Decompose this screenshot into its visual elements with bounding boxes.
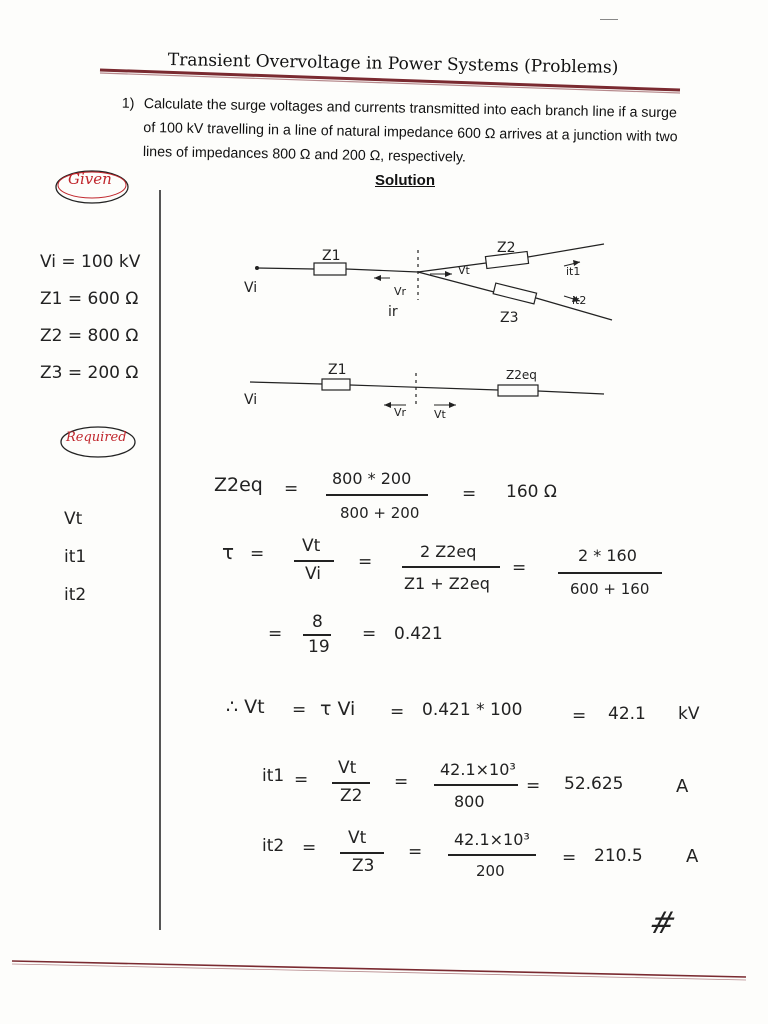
it2-value-bar: [448, 854, 536, 856]
equals: =: [362, 624, 377, 644]
it1-numerator-value: 42.1×10³: [440, 760, 516, 779]
tau-f1-numerator: Vt: [302, 536, 321, 556]
tau-f4-numerator: 8: [312, 612, 323, 632]
footer-rule: [10, 955, 750, 985]
equals: =: [250, 544, 265, 564]
diagram1-label-z3: Z3: [500, 310, 519, 326]
it1-unit: A: [676, 776, 689, 797]
equals: =: [358, 552, 373, 572]
zeq-denominator: 800 + 200: [340, 504, 420, 522]
end-mark: #: [645, 906, 680, 941]
diagram1-label-vt: Vt: [458, 264, 470, 277]
vt-result: 42.1: [608, 704, 646, 724]
diagram1-label-it1: it1: [566, 265, 581, 278]
vt-expression: τ Vi: [320, 698, 356, 720]
equals: =: [284, 479, 299, 499]
it2-lhs: it2: [262, 836, 285, 856]
given-item: Z3 = 200 Ω: [40, 363, 139, 383]
it1-result: 52.625: [564, 774, 624, 794]
tau-lhs: τ: [222, 540, 235, 564]
it1-lhs: it1: [262, 766, 285, 786]
equals: =: [268, 624, 283, 644]
required-list: [64, 500, 86, 614]
vt-calculation: 0.421 * 100: [422, 700, 523, 720]
tau-f3-bar: [558, 572, 662, 574]
it2-numerator: Vt: [348, 828, 367, 848]
vt-lhs: ∴ Vt: [226, 696, 265, 718]
equals: =: [512, 558, 527, 578]
problem-text: Calculate the surge voltages and currents transmitted into each branch line if a surge of 100 kV travelling in a line of natural impedance 600 Ω arrives at a junction with two lines of impedances 800 Ω and 200 Ω, respectively.: [142, 95, 678, 166]
it2-result: 210.5: [594, 846, 643, 866]
it1-value-bar: [434, 784, 518, 786]
given-badge: Given: [68, 170, 112, 188]
stray-mark: [600, 19, 618, 20]
equals: =: [394, 772, 409, 792]
problem-number: 1): [121, 95, 135, 112]
tau-f4-bar: [303, 634, 331, 636]
required-item: it1: [64, 547, 87, 567]
tau-result: 0.421: [394, 624, 443, 644]
tau-f3-denominator: 600 + 160: [570, 580, 650, 598]
diagram2-label-vt: Vt: [434, 408, 446, 421]
equals: =: [562, 848, 577, 868]
equals: =: [292, 700, 307, 720]
it1-denominator-value: 800: [454, 792, 485, 811]
it2-denominator-value: 200: [476, 862, 505, 880]
tau-f3-numerator: 2 * 160: [578, 546, 637, 565]
diagram1-label-vr: Vr: [394, 285, 407, 298]
required-badge: Required: [66, 430, 127, 445]
junction-diagram: [240, 230, 620, 340]
diagram2-label-vi: Vi: [244, 392, 258, 408]
equals: =: [408, 842, 423, 862]
diagram1-label-ir: ir: [388, 304, 398, 320]
equals: =: [572, 706, 587, 726]
diagram2-label-z1: Z1: [328, 362, 347, 378]
required-item: it2: [64, 585, 87, 605]
column-divider: [159, 190, 161, 930]
diagram1-label-it2: it2: [572, 294, 587, 307]
equals: =: [526, 776, 541, 796]
it1-denominator: Z2: [340, 786, 363, 806]
given-item: Vi = 100 kV: [40, 252, 141, 272]
it2-numerator-value: 42.1×10³: [454, 830, 530, 849]
page-title: Transient Overvoltage in Power Systems (Problems): [167, 50, 619, 78]
equals: =: [302, 838, 317, 858]
diagram2-label-zeq: Z2eq: [506, 368, 537, 382]
it2-fraction-bar: [340, 852, 384, 854]
it1-fraction-bar: [332, 782, 370, 784]
it2-denominator: Z3: [352, 856, 375, 876]
diagram2-label-vr: Vr: [394, 406, 407, 419]
given-item: Z2 = 800 Ω: [40, 326, 139, 346]
tau-f2-numerator: 2 Z2eq: [420, 542, 477, 561]
it2-unit: A: [686, 846, 699, 867]
tau-f2-denominator: Z1 + Z2eq: [404, 574, 490, 593]
diagram1-label-z2: Z2: [497, 240, 516, 256]
problem-statement: [121, 92, 689, 174]
equals: =: [462, 484, 477, 504]
solution-heading: Solution: [375, 172, 435, 189]
given-item: Z1 = 600 Ω: [40, 289, 139, 309]
zeq-numerator: 800 * 200: [332, 469, 412, 488]
given-list: [40, 244, 140, 392]
it1-numerator: Vt: [338, 758, 357, 778]
diagram1-label-z1: Z1: [322, 248, 341, 264]
tau-f1-denominator: Vi: [305, 564, 321, 584]
zeq-fraction-bar: [326, 494, 428, 496]
diagram1-label-vi: Vi: [244, 280, 258, 296]
equals: =: [294, 770, 309, 790]
zeq-result: 160 Ω: [506, 482, 557, 502]
tau-f4-denominator: 19: [308, 637, 330, 657]
equals: =: [390, 702, 405, 722]
equivalent-diagram: [240, 370, 620, 420]
tau-f2-bar: [402, 566, 500, 568]
zeq-lhs: Z2eq: [214, 474, 263, 496]
required-item: Vt: [64, 509, 83, 529]
tau-f1-bar: [294, 560, 334, 562]
vt-unit: kV: [678, 704, 700, 724]
